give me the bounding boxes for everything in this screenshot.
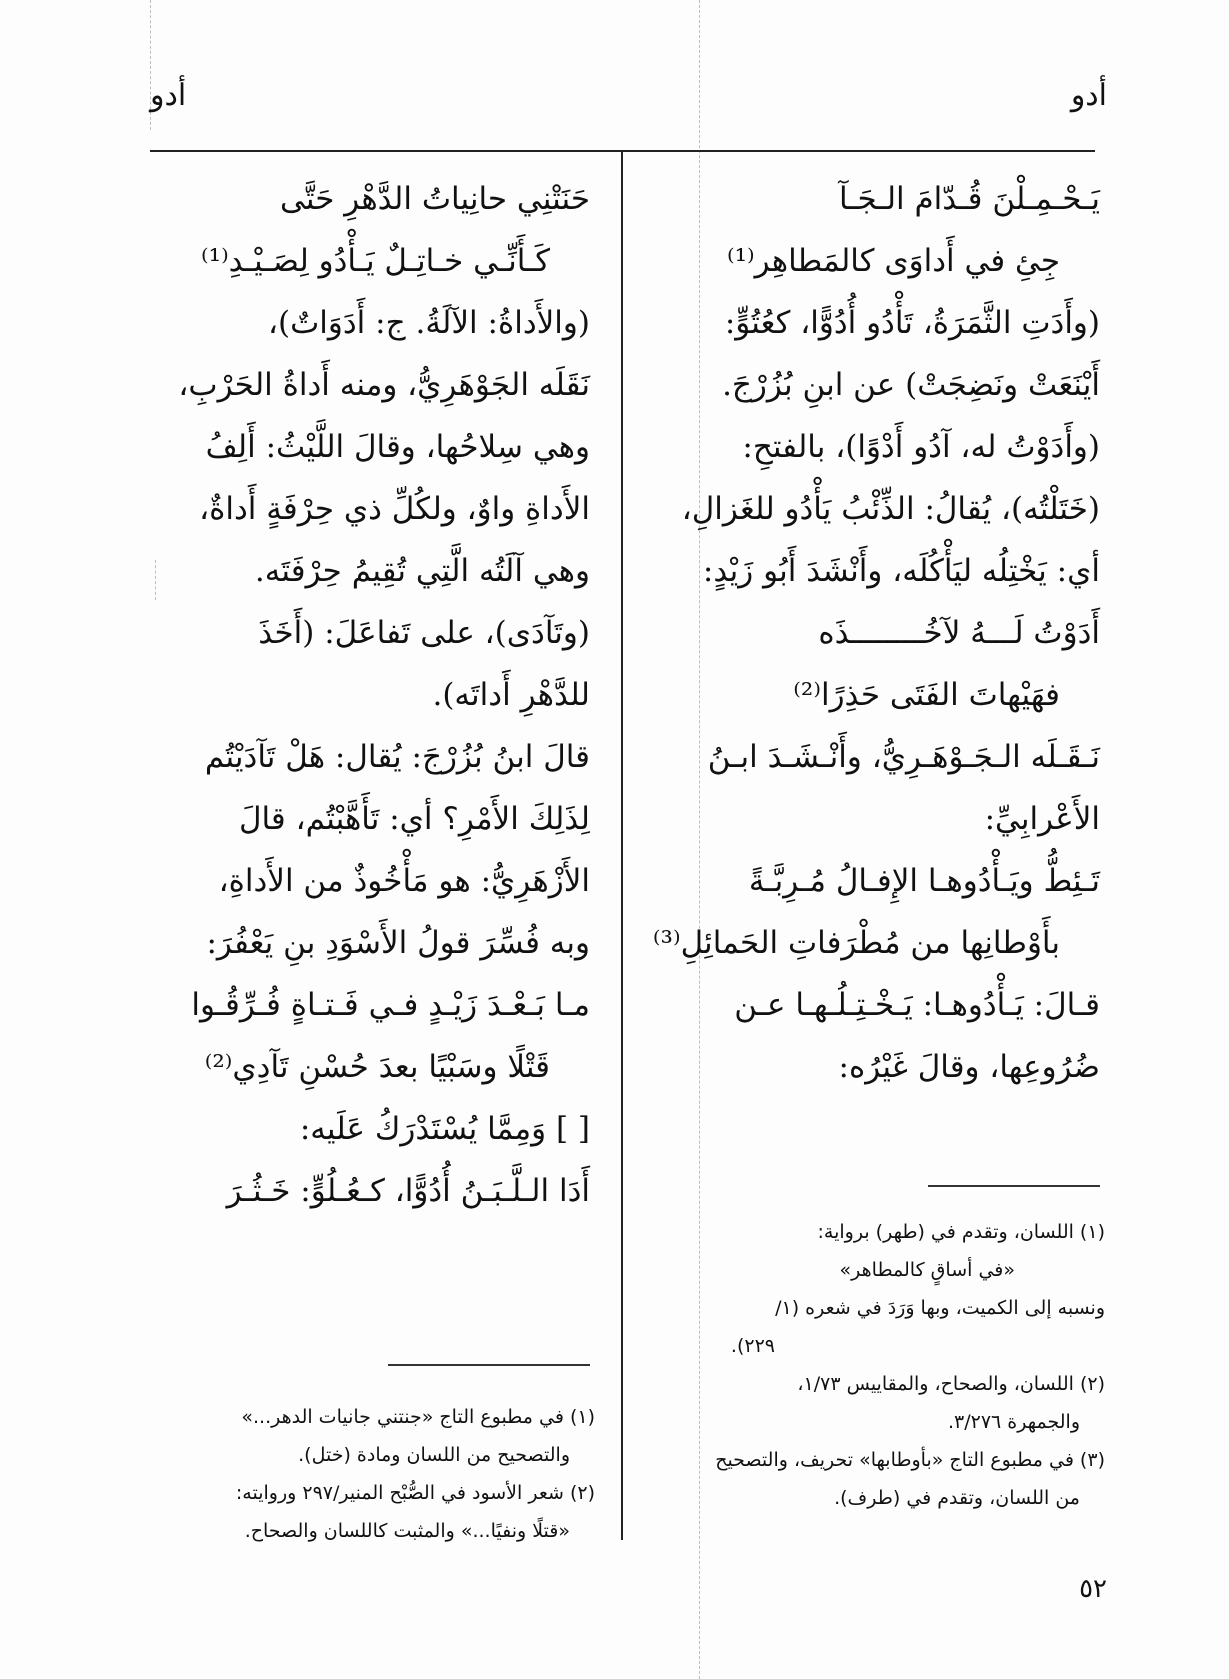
running-head-left: أدو xyxy=(150,78,187,113)
text-line: نَـقَـلَه الـجَـوْهَـرِيُّ، وأَنْـشَـدَ ابـنُ xyxy=(707,739,1100,775)
text-line: يَـحْـمِـلْنَ قُـدّامَ الـجَـآ xyxy=(838,181,1100,217)
footnote-line: والتصحيح من اللسان ومادة (ختل). xyxy=(298,1444,570,1466)
text-line: ضُرُوعِها، وقالَ غَيْرُه: xyxy=(838,1049,1100,1085)
text-line: كَـأَنِّـي خـاتِـلٌ يَـأْدُو لِصَـيْـدِ⁽¹⁾ xyxy=(201,243,550,279)
right-column-text xyxy=(652,168,1100,1098)
text-line: بأَوْطانِها من مُطْرَفاتِ الحَمائِلِ⁽³⁾ xyxy=(652,925,1060,961)
text-line: مـا بَـعْـدَ زَيْـدٍ فـي فَـتـاةٍ فُـرِّقُـوا xyxy=(191,987,590,1023)
text-line: أَدَا الـلَّـبَـنُ أُدُوًّا، كـعُـلُوٍّ: خَـثُـرَ xyxy=(226,1173,590,1209)
footnote-rule-right xyxy=(928,1185,1100,1187)
footnote-line: من اللسان، وتقدم في (طرف). xyxy=(834,1487,1080,1509)
text-line: للدَّهْرِ أَداتَه). xyxy=(432,677,590,713)
footnote-line: (١) في مطبوع التاج «جنتني جانيات الدهر...» xyxy=(241,1406,595,1428)
text-line: لِذَلِكَ الأَمْرِ؟ أي: تَأَهَّبْتُم، قالَ xyxy=(238,801,590,837)
page-number: ٥٢ xyxy=(1079,1574,1107,1604)
text-line: (وتَآدَى)، على تَفاعَلَ: (أَخَذَ xyxy=(258,615,590,651)
footnote-line: ونسبه إلى الكميت، وبها وَرَدَ في شعره (١/ xyxy=(775,1297,1105,1319)
text-line: الأَزْهَرِيُّ: هو مَأْخُوذٌ من الأَداةِ، xyxy=(218,863,590,899)
footnote-line: (١) اللسان، وتقدم في (طهر) برواية: xyxy=(817,1221,1105,1243)
footnote-line: (٢) شعر الأسود في الصُّبْح المنير/٢٩٧ وروايته: xyxy=(235,1482,595,1504)
footnote-line: «قتلًا ونفيًا...» والمثبت كاللسان والصحاح. xyxy=(244,1520,570,1542)
text-line: نَقَلَه الجَوْهَرِيُّ، ومنه أَداةُ الحَرْبِ، xyxy=(178,367,590,403)
text-line: (وأَدَتِ الثَّمَرَةُ، تَأْدُو أُدُوًّا، كعُتُوٍّ: xyxy=(724,305,1100,341)
text-line: (خَتَلْتُه)، يُقالُ: الذِّئْبُ يَأْدُو للغَزالِ، xyxy=(681,491,1100,527)
text-line: الأَداةِ واوٌ، ولكُلِّ ذي حِرْفَةٍ أَداةٌ، xyxy=(199,491,590,527)
text-line: حَنَتْنِي حانِياتُ الدَّهْرِ حَتَّى xyxy=(280,181,590,217)
text-line: [ ] وَمِمَّا يُسْتَدْرَكُ عَلَيه: xyxy=(299,1111,590,1147)
footnotes-left xyxy=(150,1398,595,1550)
text-line: أَدَوْتُ لَـــهُ لآخُــــــــذَه xyxy=(818,615,1100,651)
running-head-right: أدو xyxy=(1070,78,1107,113)
footnotes-right xyxy=(660,1213,1105,1517)
text-line: (وأَدَوْتُ له، آدُو أَدْوًا)، بالفتحِ: xyxy=(742,429,1100,465)
footnote-rule-left xyxy=(388,1364,590,1366)
text-line: أَيْنَعَتْ ونَضِجَتْ) عن ابنِ بُزُرْجَ. xyxy=(722,367,1100,403)
text-line: وبه فُسِّرَ قولُ الأَسْوَدِ بنِ يَعْفُرَ: xyxy=(206,925,590,961)
left-column-text xyxy=(150,168,590,1222)
text-line: وهي سِلاحُها، وقالَ اللَّيْثُ: أَلِفُ xyxy=(205,429,590,465)
text-line: جِئِ في أَداوَى كالمَطاهِر⁽¹⁾ xyxy=(726,243,1060,279)
footnote-line: (٢) اللسان، والصحاح، والمقاييس ١/٧٣، xyxy=(797,1373,1105,1395)
text-line: (والأَداةُ: الآلَةُ. ج: أَدَوَاتٌ)، xyxy=(268,305,590,341)
footnote-line: ٢٢٩). xyxy=(730,1335,775,1357)
text-line: تَـئِطُّ ويَـأْدُوهـا الإِفـالُ مُـرِبَّـةً xyxy=(748,863,1100,899)
footnote-line: (٣) في مطبوع التاج «بأوطابها» تحريف، والتصحيح xyxy=(715,1449,1105,1471)
footnote-line: «في أساقٍ كالمطاهر» xyxy=(839,1259,1015,1281)
text-line: أي: يَخْتِلُه ليَأْكُلَه، وأَنْشَدَ أَبُو زَيْدٍ: xyxy=(702,553,1100,589)
text-line: قَتْلًا وسَبْيًا بعدَ حُسْنِ تَآدِي⁽²⁾ xyxy=(204,1049,550,1085)
column-divider xyxy=(621,150,623,1540)
text-line: قالَ ابنُ بُزُرْجَ: يُقال: هَلْ تَآدَيْتُم xyxy=(204,739,590,775)
text-line: وهي آلَتُه الَّتِي تُقِيمُ حِرْفَتَه. xyxy=(254,553,590,589)
text-line: فهَيْهاتَ الفَتَى حَذِرًا⁽²⁾ xyxy=(793,677,1060,713)
footnote-line: والجمهرة ٣/٢٧٦. xyxy=(947,1411,1080,1433)
text-line: الأَعْرابِيِّ: xyxy=(984,801,1100,837)
text-line: قـالَ: يَـأْدُوهـا: يَـخْـتِـلُـهـا عـن xyxy=(734,987,1100,1023)
